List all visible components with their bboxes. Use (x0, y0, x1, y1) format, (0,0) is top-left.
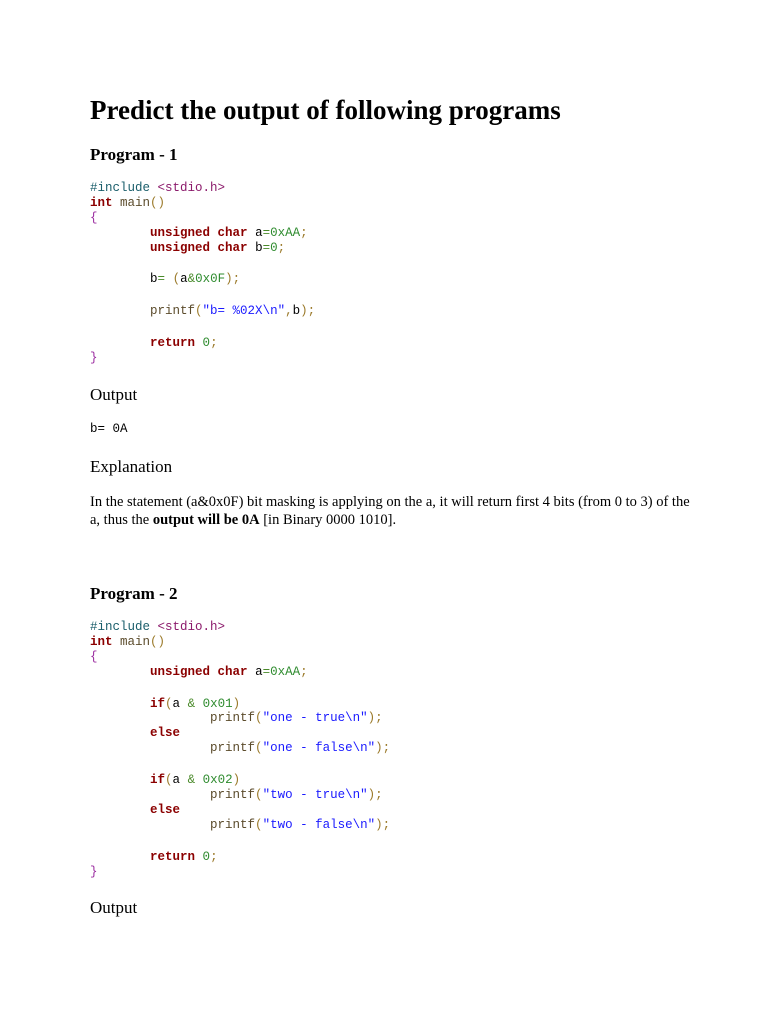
program-2-output-heading: Output (90, 898, 138, 917)
page-title: Predict the output of following programs (90, 95, 561, 125)
program-2-code: #include <stdio.h> int main() { unsigned char a=0xAA; if(a & 0x01) printf("one - true\n"); else printf("one - false\n"); if(a & 0x02) printf("two - true\n"); else printf("two - false\n"); return 0; } (90, 620, 391, 879)
program-1-explanation-heading: Explanation (90, 457, 173, 476)
program-2-heading: Program - 2 (90, 584, 178, 603)
program-1-output-heading: Output (90, 385, 138, 404)
program-1-code: #include <stdio.h> int main() { unsigned char a=0xAA; unsigned char b=0; b= (a&0x0F); printf("b= %02X\n",b); return 0; } (90, 181, 316, 366)
explanation-emphasis: output will be 0A (152, 512, 260, 528)
program-1-explanation-text: In the statement (a&0x0F) bit masking is applying on the a, it will return first 4 bits (from 0 to 3) of the a, thus the output will be 0A [in Binary 0000 1010]. (90, 494, 690, 528)
program-1-output-text: b= 0A (90, 422, 128, 436)
program-1-heading: Program - 1 (90, 145, 178, 164)
